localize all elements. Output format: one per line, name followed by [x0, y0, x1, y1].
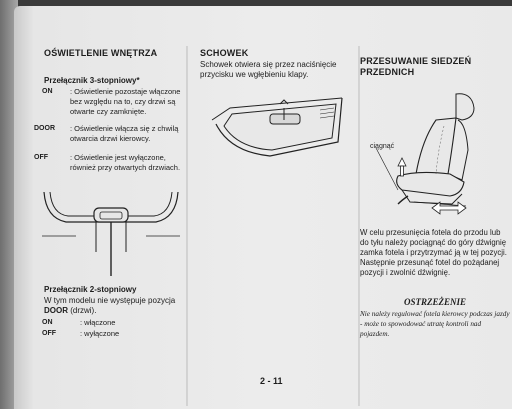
switch-3-title: Przełącznik 3-stopniowy* — [44, 76, 140, 85]
pull-callout: ciągnąć — [370, 143, 395, 150]
dome-light-illustration — [36, 188, 186, 278]
column-divider — [186, 46, 190, 406]
option-key: ON — [42, 88, 53, 95]
option-key: OFF — [42, 330, 56, 337]
option-text: : Oświetlenie włącza się z chwilą otwarcia drzwi kierowcy. — [70, 124, 179, 143]
option-text: : włączone — [80, 318, 116, 327]
door-key: DOOR — [44, 306, 68, 315]
seat-adjust-heading-line2: PRZEDNICH — [360, 67, 415, 77]
option-key: DOOR — [34, 125, 55, 132]
glovebox-heading: SCHOWEK — [200, 48, 249, 58]
warning-text: Nie należy regulować fotela kierowcy podczas jazdy - może to spowodować utratę kontroli nad pojazdem. — [360, 310, 510, 338]
seat-illustration — [358, 90, 498, 220]
seat-adjust-heading — [360, 56, 471, 78]
option-key: ON — [42, 319, 53, 326]
option-key: OFF — [34, 154, 48, 161]
manual-page — [14, 6, 512, 409]
seat-adjust-heading-line1: PRZESUWANIE SIEDZEŃ — [360, 56, 472, 66]
interior-light-heading: OŚWIETLENIE WNĘTRZA — [44, 48, 158, 58]
page-number: 2 - 11 — [260, 376, 283, 386]
option-text: : Oświetlenie pozostaje włączone bez względu na to, czy drzwi są otwarte czy zamknięte. — [70, 87, 181, 116]
switch-2-title: Przełącznik 2-stopniowy — [44, 285, 137, 294]
option-text: : Oświetlenie jest wyłączone, również przy otwartych drzwiach. — [70, 153, 181, 172]
glovebox-text: Schowek otwiera się przez naciśnięcie przycisku we wgłębieniu klapy. — [200, 60, 337, 79]
option-text: : wyłączone — [80, 329, 120, 338]
switch-2-desc-line1: W tym modelu nie występuje pozycja — [44, 296, 176, 305]
glovebox-illustration — [210, 90, 350, 160]
switch-2-desc — [44, 296, 194, 316]
warning-title: OSTRZEŻENIE — [403, 297, 466, 307]
switch-2-desc-rest: (drzwi). — [68, 306, 97, 315]
seat-adjust-text: W celu przesunięcia fotela do przodu lub do tyłu należy pociągnąć do góry dźwignię zamka fotela i przytrzymać ją w tej pozycji. Następnie przesunąć fotel do pożądanej pozycji i zwolnić dźwignię. — [360, 228, 507, 277]
